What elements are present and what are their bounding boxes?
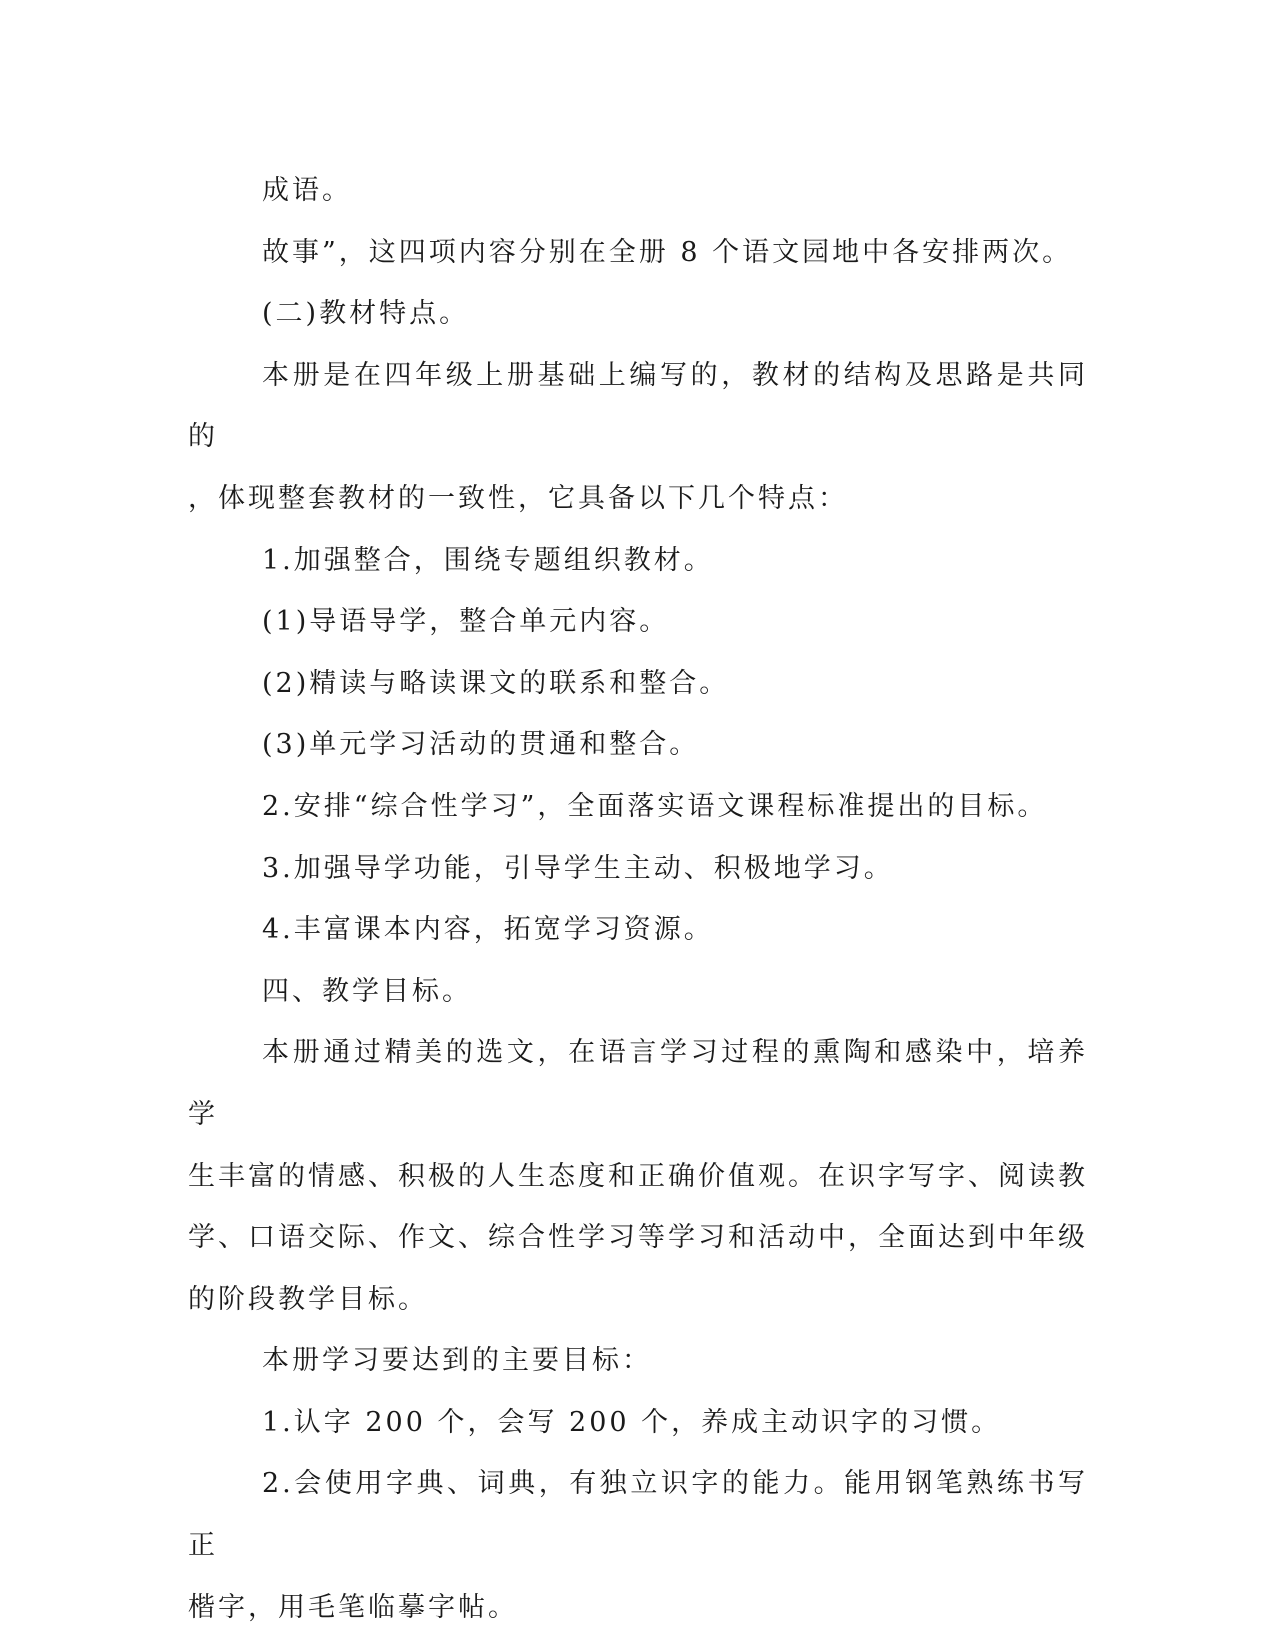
text-line: (1)导语导学，整合单元内容。 [262, 606, 670, 638]
text-line: 楷字，用毛笔临摹字帖。 [188, 1591, 518, 1623]
goal-item-2 [188, 1453, 1088, 1638]
text-line: (2)精读与略读课文的联系和整合。 [262, 667, 730, 699]
paragraph-idiom [188, 160, 1088, 222]
paragraph-main-goals-intro [188, 1330, 1088, 1392]
text-line: 2.会使用字典、词典，有独立识字的能力。能用钢笔熟练书写正 [188, 1468, 1088, 1562]
text-line: 生丰富的情感、积极的人生态度和正确价值观。在识字写字、阅读教 [188, 1160, 1088, 1192]
list-subitem-3 [188, 714, 1088, 776]
body-text [188, 160, 1088, 1638]
paragraph-goals-overview [188, 1022, 1088, 1330]
text-line: 3.加强导学功能，引导学生主动、积极地学习。 [262, 852, 894, 884]
text-line: 4.丰富课本内容，拓宽学习资源。 [262, 914, 714, 946]
section-heading-teaching-goals [188, 961, 1088, 1023]
text-line: 的阶段教学目标。 [188, 1283, 428, 1315]
list-item-2 [188, 776, 1088, 838]
text-line: 2.安排“综合性学习”，全面落实语文课程标准提出的目标。 [262, 790, 1048, 822]
text-line: 本册通过精美的选文，在语言学习过程的熏陶和感染中，培养学 [188, 1037, 1088, 1130]
text-line: ，体现整套教材的一致性，它具备以下几个特点： [188, 482, 848, 514]
list-item-3 [188, 838, 1088, 900]
list-item-1 [188, 530, 1088, 592]
text-line: 成语。 [262, 175, 352, 206]
text-line: 四、教学目标。 [262, 975, 472, 1007]
text-line: (3)单元学习活动的贯通和整合。 [262, 729, 700, 761]
section-heading-textbook-features [188, 283, 1088, 345]
list-subitem-2 [188, 653, 1088, 715]
text-line: 本册学习要达到的主要目标： [262, 1345, 652, 1377]
text-line: 学、口语交际、作文、综合性学习等学习和活动中，全面达到中年级 [188, 1222, 1088, 1254]
paragraph-stories [188, 222, 1088, 284]
text-line: 故事”，这四项内容分别在全册 8 个语文园地中各安排两次。 [262, 236, 1073, 268]
text-line: 本册是在四年级上册基础上编写的，教材的结构及思路是共同的 [188, 359, 1088, 453]
text-line: 1.认字 200 个，会写 200 个，养成主动识字的习惯。 [262, 1406, 1002, 1438]
list-item-4 [188, 899, 1088, 961]
list-subitem-1 [188, 591, 1088, 653]
paragraph-textbook-overview [188, 345, 1088, 530]
goal-item-1 [188, 1392, 1088, 1454]
text-line: 1.加强整合，围绕专题组织教材。 [262, 544, 714, 576]
text-line: (二)教材特点。 [262, 298, 470, 330]
